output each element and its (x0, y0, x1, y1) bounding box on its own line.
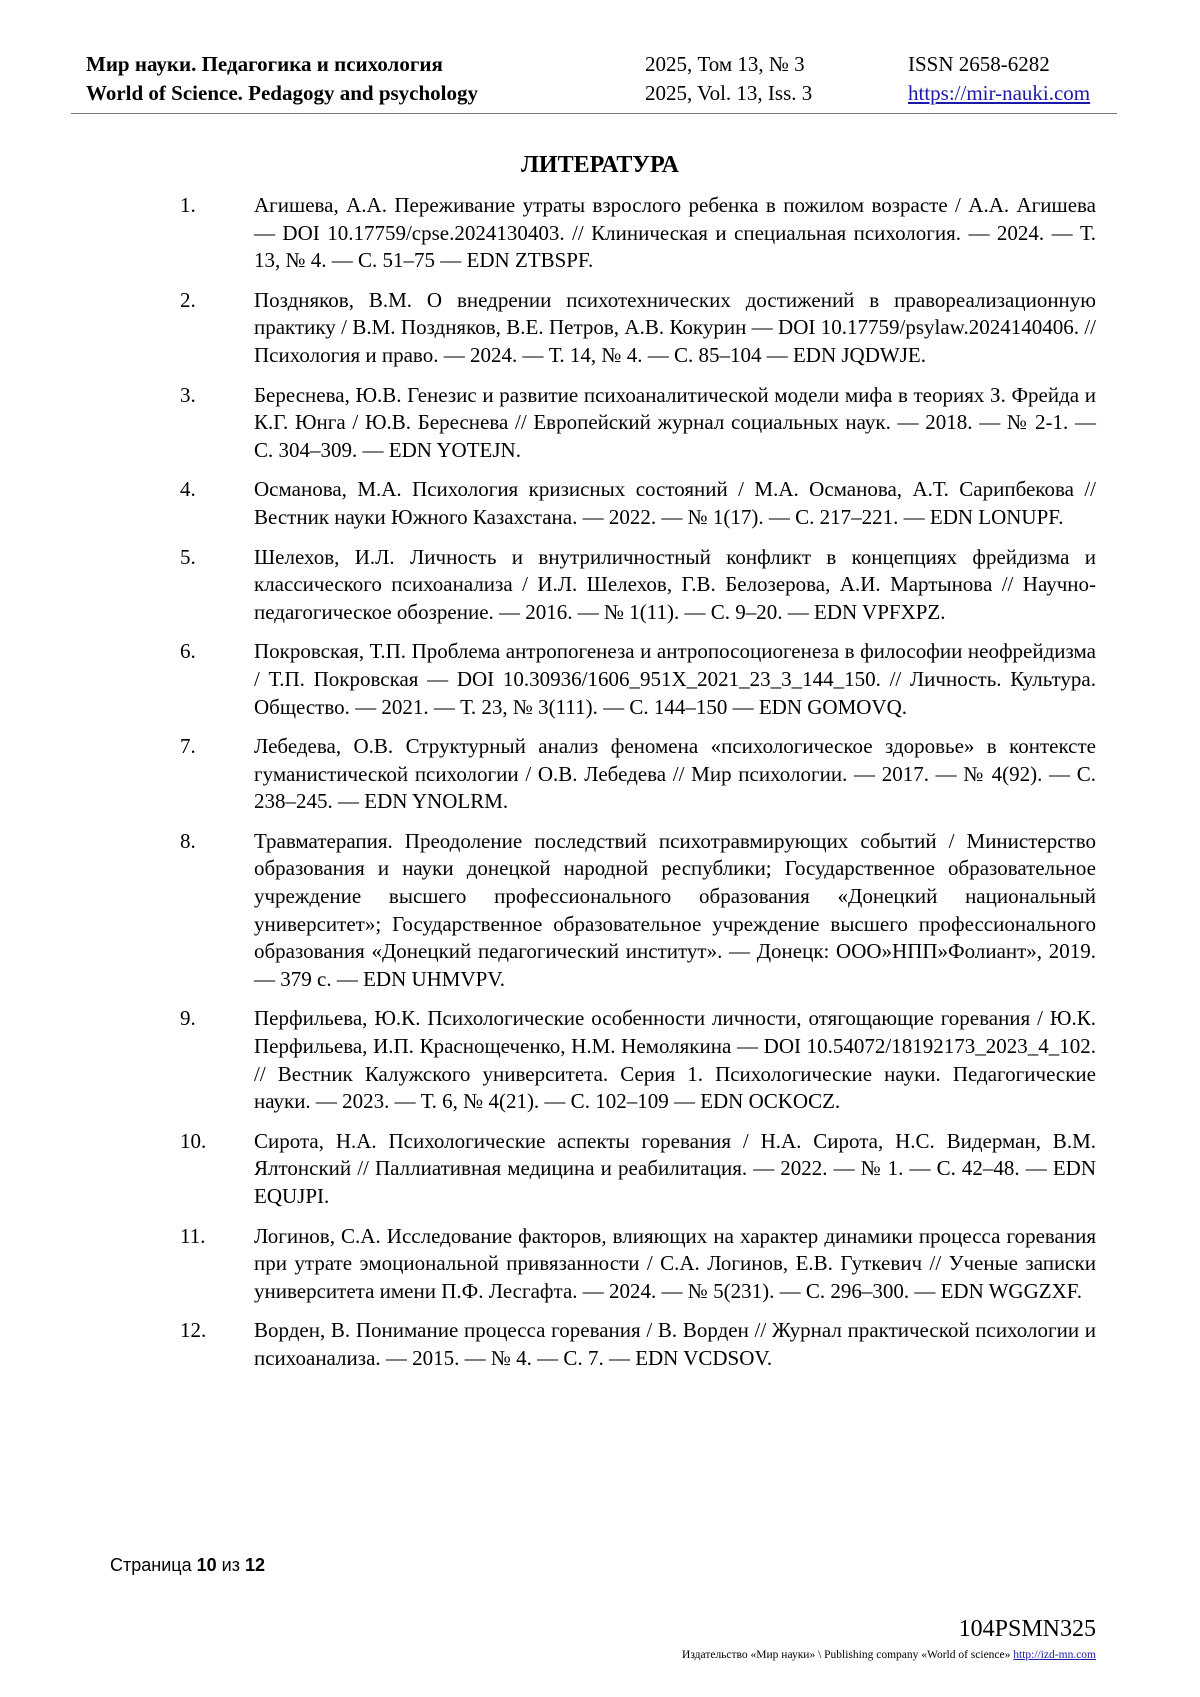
page-total: 12 (244, 1555, 266, 1575)
reference-item (180, 1005, 1096, 1115)
page-sep: из (221, 1555, 240, 1575)
reference-item (180, 828, 1096, 994)
reference-number: 2. (180, 287, 196, 312)
reference-text: Поздняков, В.М. О внедрении психотехнических достижений в правореализационную практику / В.М. Поздняков, В.Е. Петров, А.В. Кокурин — DOI 10.17759/psylaw.2024140406. // Психология и право. — 2024. — Т. 14, № 4. — С. 85–104 — EDN JQDWJE. (254, 287, 1096, 367)
page-label: Страница (110, 1555, 192, 1575)
reference-item (180, 382, 1096, 465)
reference-number: 5. (180, 544, 196, 569)
reference-text: Покровская, Т.П. Проблема антропогенеза и антропосоциогенеза в философии неофрейдизма / Т.П. Покровская — DOI 10.30936/1606_951X_2021_23_3_144_150. // Личность. Культура. Общество. — 2021. — Т. 23, № 3(111). — С. 144–150 — EDN GOMOVQ. (254, 639, 1096, 719)
journal-title-ru: Мир науки. Педагогика и психология (86, 52, 443, 76)
reference-number: 9. (180, 1006, 196, 1031)
reference-item (180, 638, 1096, 721)
reference-text: Агишева, А.А. Переживание утраты взрослого ребенка в пожилом возрасте / А.А. Агишева — DOI 10.17759/cpse.2024130403. // Клиническая и специальная психология. — 2024. — Т. 13, № 4. — С. 51–75 — EDN ZTBSPF. (254, 193, 1096, 273)
reference-text: Логинов, С.А. Исследование факторов, влияющих на характер динамики процесса горевания при утрате эмоциональной привязанности / С.А. Логинов, Е.В. Гуткевич // Ученые записки университета имени П.Ф. Лесгафта. — 2024. — № 5(231). — С. 296–300. — EDN WGGZXF. (254, 1223, 1096, 1303)
journal-url-wrap (908, 79, 1090, 108)
section-title: ЛИТЕРАТУРА (521, 152, 679, 178)
reference-number: 10. (180, 1128, 207, 1153)
reference-text: Шелехов, И.Л. Личность и внутриличностный конфликт в концепциях фрейдизма и классического психоанализа / И.Л. Шелехов, Г.В. Белозерова, А.И. Мартынова // Научно-педагогическое обозрение. — 2016. — № 1(11). — С. 9–20. — EDN VPFXPZ. (254, 544, 1096, 624)
reference-text: Ворден, В. Понимание процесса горевания / В. Ворден // Журнал практической психологии и психоанализа. — 2015. — № 4. — С. 7. — EDN VCDSOV. (254, 1318, 1096, 1370)
reference-item (180, 192, 1096, 275)
reference-number: 12. (180, 1318, 207, 1343)
reference-text: Береснева, Ю.В. Генезис и развитие психоаналитической модели мифа в теориях З. Фрейда и К.Г. Юнга / Ю.В. Береснева // Европейский журнал социальных наук. — 2018. — № 2-1. — С. 304–309. — EDN YOTEJN. (254, 382, 1096, 462)
reference-text: Перфильева, Ю.К. Психологические особенности личности, отягощающие горевания / Ю.К. Перфильева, И.П. Краснощеченко, Н.М. Немолякина — DOI 10.54072/18192173_2023_4_102. // Вестник Калужского университета. Серия 1. Психологические науки. Педагогические науки. — 2023. — Т. 6, № 4(21). — С. 102–109 — EDN OCKOCZ. (254, 1006, 1096, 1114)
reference-number: 8. (180, 828, 196, 853)
reference-item (180, 1128, 1096, 1211)
issn: ISSN 2658-6282 (908, 52, 1050, 76)
reference-item (180, 1317, 1096, 1372)
article-code: 104PSMN325 (958, 1616, 1096, 1642)
header-divider (71, 113, 1117, 114)
reference-number: 4. (180, 477, 196, 502)
reference-number: 11. (180, 1223, 206, 1248)
reference-number: 1. (180, 193, 196, 217)
reference-item (180, 544, 1096, 627)
reference-item (180, 1223, 1096, 1306)
publisher-line (682, 1647, 1096, 1663)
reference-item (180, 733, 1096, 816)
reference-number: 7. (180, 734, 196, 759)
reference-item (180, 476, 1096, 531)
reference-text: Травматерапия. Преодоление последствий психотравмирующих событий / Министерство образования и науки донецкой народной республики; Государственное образовательное учреждение высшего профессионального образования «Донецкий национальный университет»; Государственное образовательное учреждение высшего профессионального образования «Донецкий педагогический институт». — Донецк: ООО»НПП»Фолиант», 2019. — 379 с. — EDN UHMVPV. (254, 828, 1096, 991)
issue-info-ru: 2025, Том 13, № 3 (645, 52, 805, 76)
reference-text: Лебедева, О.В. Структурный анализ феномена «психологическое здоровье» в контексте гуманистической психологии / О.В. Лебедева // Мир психологии. — 2017. — № 4(92). — С. 238–245. — EDN YNOLRM. (254, 734, 1096, 814)
journal-title-en: World of Science. Pedagogy and psychology (86, 81, 479, 105)
reference-list (180, 192, 1096, 1385)
page-counter (110, 1553, 265, 1577)
issue-info-en: 2025, Vol. 13, Iss. 3 (645, 81, 813, 105)
reference-text: Сирота, Н.А. Психологические аспекты горевания / Н.А. Сирота, Н.С. Видерман, В.М. Ялтонский // Паллиативная медицина и реабилитация. — 2022. — № 1. — С. 42–48. — EDN EQUJPI. (254, 1128, 1096, 1208)
journal-url-link[interactable]: https://mir-nauki.com (908, 81, 1091, 105)
reference-number: 3. (180, 382, 196, 407)
publisher-text: Издательство «Мир науки» \ Publishing company «World of science» (682, 1649, 1011, 1661)
running-header (86, 50, 1117, 112)
reference-item (180, 287, 1096, 370)
reference-number: 6. (180, 639, 196, 664)
reference-text: Османова, М.А. Психология кризисных состояний / М.А. Османова, А.Т. Сарипбекова // Вестник науки Южного Казахстана. — 2022. — № 1(17). — С. 217–221. — EDN LONUPF. (254, 477, 1096, 529)
page-current: 10 (196, 1555, 217, 1575)
publisher-link[interactable]: http://izd-mn.com (1013, 1649, 1096, 1661)
